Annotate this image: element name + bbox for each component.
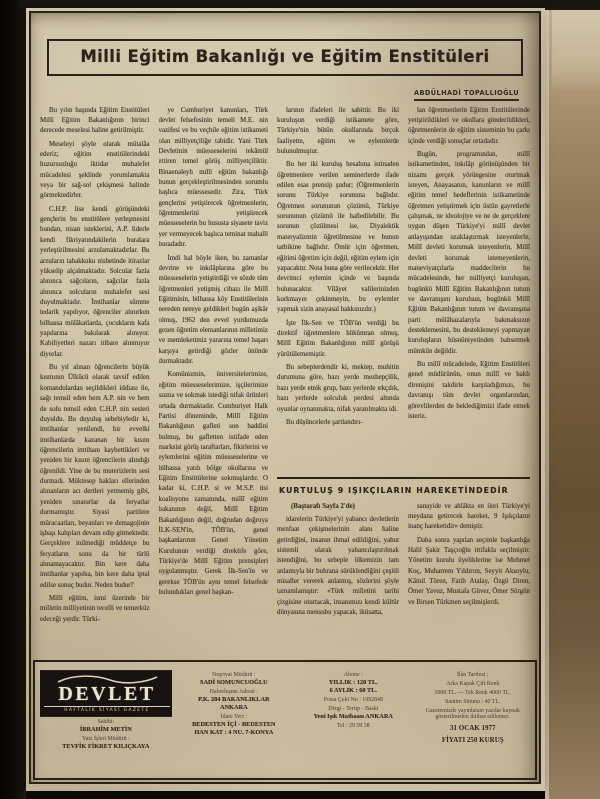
continued-from-note: (Baştarafı Sayfa 2'de) xyxy=(291,502,355,510)
second-article-column-2 xyxy=(408,502,530,650)
paragraph: Bugün, programından, millî istikametinden, inkılâp görünüşünden bir nizamı gerçek yörüngesine oturtmak isteyen, Anayasanın, kanunların ve millî eğitim temel hedeflerinin istikametinde öğretmen yetiştirmek için üstün gayretlerle çalışmak, ne ideolojiye ve ne de gerçeklere uygun düşen Türkiye'yi millî devlet anlayışından uzaklaştırmak isteyenlerle, Millî devleti korumak isteyenlerin, Millî devleti korumak istemeyenlerin, maneviyatçılarla maddecilerin bu mücadelesinde, her milliyetçi kuruluşun, bugünkü Millî Eğitim Bakanlığının tutum ve davranışını kurulsun, bugünkü Millî Eğitim Bakanlığının tutum ve davranışına parti mülâhazalarıyla bakmaksızın desteklemesini, bu desteklemeyi yapmayan kuruluşların hüsnüniyetinden bahsetmek mümkün değildir. xyxy=(408,150,530,355)
paragraph: Bu yılın başında Eğitim Enstitüleri Milli Eğitim Bakanlığının birinci derecede meselesi haline getirilmiştir. xyxy=(40,106,150,135)
subscription-halfyear: 6 AYLIK : 60 TL. xyxy=(329,686,378,694)
masthead-logo-cell xyxy=(40,669,172,773)
masthead-subscription-cell xyxy=(296,669,410,773)
printer-name: Yeni Işık Matbaası ANKARA xyxy=(313,712,393,720)
masthead-box xyxy=(33,660,537,780)
subscription-label: Abone : xyxy=(343,671,363,678)
article-column-4 xyxy=(408,106,530,472)
paragraph: Milli eğitim, ismi üzerinde bir milletin milliyetinin tecelli ve temerküz edeceği yerdir. Türki- xyxy=(40,595,150,623)
paragraph: lan öğretmenlerin Eğitim Enstitülerinde yetiştirildikleri ve okullara gönderildikleri, öğretmenlerin de eğitim sisteminin bu çarkı içinde verdiği sonuçlar ortadadır. xyxy=(408,106,530,145)
page-corner-light xyxy=(552,0,600,92)
print-label: Dizgi - Tertip - Baskı xyxy=(328,705,379,712)
office-label: İdare Yeri : xyxy=(220,713,248,720)
contact-line2: ANKARA xyxy=(220,703,248,711)
paragraph: C.H.P. lise kendi görüşündeki gençlerin bu enstitülere yerleşmesini bundan, nisan isteklerini, A.P. liderle kendi fikriyatındakilerin buralara yerleştirilmesini arzulamaktadırlar. Bu arzuların tahakkuku nisbetinde itirazlar yükselip alçalmaktadır. Solcular fazla alınınca sağcıların, sağcılar fazla alınınca solcuların muhalefet sesi duyulmaktadır. İmtihanlar sümme tedarik yapılıyor, öğrenciler alınırken bilhassa mülâkatlarda, çocukların kafa yapılarına bakılarak alınıyor. Kabiliyetleri nazarı itibare alınmıyor diyorlar. xyxy=(40,205,150,358)
logo-banner: HAFTALIK SİYASİ GAZETE xyxy=(44,706,170,714)
paragraph: Bu düşüncelerle şartlandırı- xyxy=(286,418,363,426)
page-title: Milli Eğitim Bakanlığı ve Eğitim Enstitüleri xyxy=(80,47,490,66)
editor-name: TEVFİK FİKRET KILIÇKAYA xyxy=(62,742,150,750)
photo-left-shadow xyxy=(0,0,26,799)
office-line1: BEDESTEN İÇİ - BEDESTEN xyxy=(192,720,276,728)
paragraph: idarelerin Türkiye'yi yabancı devletlerin menfaat çekişmelerinin alanı haline getirdiğini, insanın ihmal edildiğini, yahut sistemli olarak yabancılaştırılmak istendiğini, bu sebeple ülkemizin tam anlamıyla bir buhrana sürüklendiğini çeşitli misaller vererek anlatmış, sözlerini şöyle tamamlamıştır: «Türk milletini tarihi çizgisine oturtacak, insanımızı kendi kültür dünyasına mensubu yapacak, iktisatta, xyxy=(277,515,399,617)
article-column-1 xyxy=(40,106,150,655)
owner-name: İBRAHİM METİN xyxy=(79,725,132,733)
paragraph: sanayide ve ahlâkta en ileri Türkiye'yi meydana getirecek hareket, 9 Işıkçıların inanç hareketidir» demiştir. xyxy=(408,502,530,531)
paragraph: İmdi hal böyle iken, bu zamanlar devrine ve inkılâplarına göre bu müesseselerin yetiştirdiği ve sözde tüm öğretmenleri yetişmiş cihazı ile Millî Eğitiminin, bilhassa köy Enstitülerinin nereden nereye geldikleri bugün aşikâr olmuş, 1962 den evvel yurdumuzda gezen öğretim elemanlarının milletimiz ve memleketimiz yararına temel başarı karşıya getirdiği gözler önünde durmaktadır. xyxy=(158,254,268,366)
subscription-yearly: YILLIK : 120 TL. xyxy=(328,678,378,686)
second-article-col1-text xyxy=(277,515,399,619)
page-edge-highlight xyxy=(545,0,549,799)
owner-label: Sahibi: xyxy=(97,718,115,725)
article-column-2 xyxy=(159,106,269,655)
author-name: ABDÜLHADİ TOPALLIOĞLU xyxy=(414,89,519,101)
logo-wordmark: DEVLET xyxy=(58,682,156,705)
paragraph: Daha sonra yapılan seçimle başkanlığa Halil Şakir Taşçıoğlu ittifakla seçilmiştir. Yönetim kurulu üyeliklerine ise Mehmet Koç, Muharrem Yıldırım, Seyyit Aksoylu, Kâmil Tören, Fatih Atalay, Özgü Diren, Ömer Yavuz, Mustafa Güver, Ömer Sürgün ve Birsen Türkmen seçilmişlerdi. xyxy=(408,536,530,606)
publishing-label: Neşriyat Müdürü : xyxy=(212,671,256,678)
title-box xyxy=(47,39,523,76)
copyright-note: Gazetemizde yayınlanan yazılar kaynak gösterilmeden iktibas edilemez. xyxy=(425,707,520,720)
second-article-column-1 xyxy=(277,502,399,650)
paragraph: Bu sebeplerdendir ki, mektep, muhitin durumuna göre, bazı yerde mezhepçilik, bazı yerde etnik grup, bazı yerlerde ırkçılık, bazı yerlerde solculuk perdesi altında oyunlar oynanmakta, nifak yaratılmakta idi. xyxy=(277,364,399,413)
phone-number: Tel : 29 59 38 xyxy=(336,722,370,729)
postal-account: Posta Çeki No : 1992848 xyxy=(323,696,383,703)
right-section xyxy=(277,106,530,655)
paragraph: Bu her iki kuruluş hesabına istinaden öğretmenlere verilen seminerlerde ifade edilen esas prensip şudur; (Öğretmenlerin sorunu Türkiye sorununa bağlıdır. Öğretmen sorununun çözümü, Türkiye sorununun çözümü ile halledilebilir. Bu sorunun çözülmesi ise, Diyalektik materyalizmin öğretilmesine ve bunun tatbikine bağlıdır. Ömür için öğretmen, eğitimi öğretim için değil, eğitim eylem için yapacaktır. Nota buna göre verilecektir. Her devrimci eylemin içinde ve başında bulunacaktır. Vilâyet valilerinizden korkmayın çekinmeyin, bu eylemler yapmak sizin anayasal hakkınızdır.) xyxy=(277,161,399,314)
issue-price: FİYATI 250 KURUŞ xyxy=(441,735,504,744)
second-article-box xyxy=(277,477,530,655)
paragraph: Meseleyi şöyle olarak mütalâa ederiz; eğitim enstitülerindeki huzursuzluğu iktidar muhalefet mücadelesi şeklinde yorumlamakta veya bir sağ-sol çekişmesi halinde görmektedirler. xyxy=(40,140,150,200)
article-column-3 xyxy=(277,106,399,472)
ad-rates-line1: Arka Kapak Çift Renk xyxy=(446,680,500,687)
paragraph: ye Cumhuriyet kanunları, Türk devlet felsefesinin temeli M.E. nin vazifesi ve bu veçhile eğitim istikameti olan milliyetçiliğe tabidir. Yani Türk Devletinin müesseselerini tekâmül ettiren temel görüş milliyetçiliktir. Binaenaleyh milli eğitim bakanlığı bunun gerçekleştirilmesinden sorumlu başlıca müessesedir. Zira, Türk gençlerini yetiştirecek öğretmenlerin, öğretmenlerini yetiştirecek müesseselerin bu hususta siyasete taviz yer vermeyecek başlıca teminat mahalli buradadır. xyxy=(158,106,268,249)
office-line2: HAN KAT : 4 NU. 7-KONYA xyxy=(194,728,274,736)
publishing-name: SADİ SOMUNCUOĞLU xyxy=(200,678,268,686)
paragraph: Komünizmin, üniversitelerimize, eğitim müesseselerimize, işçilerimize sızma ve sokmak istediği nifak ürünleri ortada durmaktadır. Cumhuriyet Halk Partisi döneminde, Millî Eğitim Bakanlığının gafleti son haddini bulmuş, bu gafletten istifade eden marksist görüş taraftarları, fikirlerini ve eylemlerini eğitim müesseselerine ve bilhassa yatılı bölge okullarına ve Eğitim Enstitülerine sokmuşlardır. O kadar ki, C.H.P. si ve M.S.P. tisi koalisyonu zamanında, millî eğitim bakanının değil, Millî Eğitim Bakanlığının değil, doğrudan doğruya İLK-SEN'in, TÖB'ün, genel başkanlarının Genel Yönetim Kurulunun verdiği direktife göre, Türkiye'de Millî Eğitim prensipleri uygulanmıştır. Gerek İlk-Sen'in ve gerekse TÖB'ün aynı temel felsefede bulundukları genel başkan- xyxy=(158,371,268,597)
paragraph: Bu yıl alınan öğrencilerin büyük kısmının Ülkücü olarak tavsif edilen komandolardan seçildikleri iddiası ile, sağı temsil eden hem A.P. nin ve hem de solu temsil eden C.H.P. nin sesleri duyuldu. Bu duyuluş sebebiyledir ki, imtihanlar yenilendi, bir evvelki imtihanlarda kazanan bir kısım öğrencilerin imtihanı kaybettikleri ve yeniden bir kısım öğrencilerin alındığı öğrenildi. Yine de bu muterizlerin sesi durmadı. Müktesep hakları ellerinden alınanların acı dertleri yetmemiş gibi, yeniden sınanırlar da feryatlar durmamıştır. Siyasi partilere müracaatları, beyanları ve demagojinin işbaşı kalıpları devam edip gitmektedir. Gerçeklere inilmediği müddetçe bu feryatların sonu da bir türlü alınamayacaktır. Bin kere daha imtihanlar yapılsa, bin kere daha iptal edilse sonuç budur. Neden budur? xyxy=(40,364,150,589)
page-torn-edge xyxy=(545,0,600,799)
devlet-logo xyxy=(40,671,172,716)
ad-rates-label: İlân Tarifesi : xyxy=(456,671,489,678)
masthead-rates-cell xyxy=(416,669,530,773)
second-article-heading: KURTULUŞ 9 IŞIKÇILARIN HAREKETİNDEDİR xyxy=(279,485,509,495)
contact-line1: P.K. 284 BAKANLIKLAR xyxy=(198,695,270,703)
masthead-address-cell xyxy=(177,669,291,773)
paragraph: Bu millî mücadelede, Eğitim Enstitüleri genel müdürünün, onun millî ve haklı direnişini takdirle karşıladığımızı, bu davranışı tüm devlet organlarından, görevlilerden de beklediğimizi ifade etmek isteriz. xyxy=(408,361,530,420)
article-upper-right xyxy=(277,106,530,472)
issue-date: 31 OCAK 1977 xyxy=(450,723,496,732)
contact-label: Haberleşme Adresi : xyxy=(209,688,258,695)
second-article-columns xyxy=(277,502,530,650)
ad-rates-line2: 5000 TL. — Tek Renk 4000 TL. xyxy=(434,689,511,696)
newspaper-page xyxy=(26,8,545,791)
byline-row xyxy=(51,82,519,101)
editor-label: Yazı İşleri Müdürü : xyxy=(81,735,130,742)
paragraph: larının ifadeleri ile sabittir. Bu iki kuruluşun verdiği istikamete göre, Türkiye'nin bütün okullarında birçok faaliyette, eğitim ve eylemlerde bulunulmuştur. xyxy=(277,106,399,155)
paragraph: İşte İlk-Sen ve TÖB'ün verdiği bu direktif öğretmenlere hükümran olmuş, Millî Eğitim Bakanlığının millî görüşü yürütülememiştir. xyxy=(277,319,399,358)
article-body xyxy=(31,106,539,655)
page-border-frame xyxy=(29,11,541,784)
ad-rates-line3: Santim Sütunu : 40 TL. xyxy=(445,698,501,705)
